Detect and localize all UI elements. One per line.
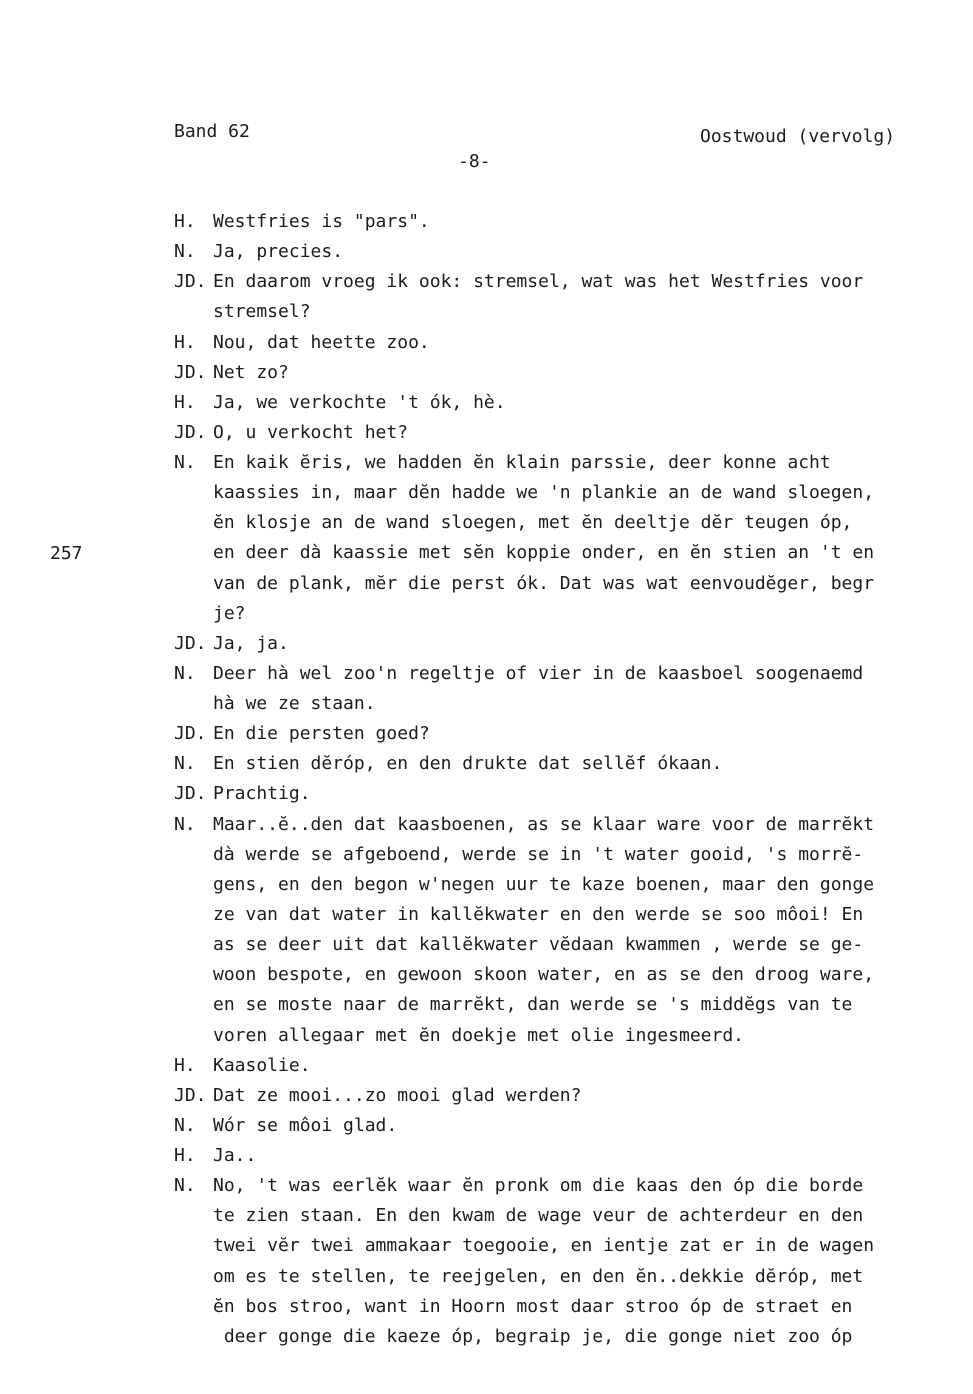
speaker-label: JD. — [174, 422, 207, 443]
transcript-line: O, u verkocht het? — [213, 422, 409, 443]
transcript-line: van de plank, mĕr die perst ók. Dat was wat eenvoudĕger, begr — [213, 573, 875, 594]
speaker-label: N. — [174, 814, 207, 835]
band-label: Band 62 — [174, 121, 250, 142]
transcript-line: Ja.. — [213, 1145, 257, 1166]
transcript-line: hà we ze staan. — [213, 693, 376, 714]
transcript-line: Ja, precies. — [213, 241, 344, 262]
transcript-line: Prachtig. — [213, 783, 311, 804]
margin-number: 257 — [50, 543, 83, 564]
transcript-line: Net zo? — [213, 362, 289, 383]
transcript-line: Ja, we verkochte 't ók, hè. — [213, 392, 506, 413]
speaker-label: JD. — [174, 783, 207, 804]
transcript-line: voren allegaar met ĕn doekje met olie ingesmeerd. — [213, 1025, 745, 1046]
speaker-label: H. — [174, 332, 207, 353]
transcript-line: dà werde se afgeboend, werde se in 't water gooid, 's morrĕ- — [213, 844, 864, 865]
transcript-line: Maar..ĕ..den dat kaasboenen, as se klaar ware voor de marrĕkt — [213, 814, 875, 835]
transcript-line: Dat ze mooi...zo mooi glad werden? — [213, 1085, 582, 1106]
transcript-line: Ja, ja. — [213, 633, 289, 654]
transcript-line: En die persten goed? — [213, 723, 430, 744]
transcript-line: om es te stellen, te reejgelen, en den ĕn..dekkie dĕróp, met — [213, 1266, 864, 1287]
transcript-line: te zien staan. En den kwam de wage veur de achterdeur en den — [213, 1205, 864, 1226]
transcript-line: Deer hà wel zoo'n regeltje of vier in de kaasboel soogenaemd — [213, 663, 864, 684]
transcript-line: en deer dà kaassie met sĕn koppie onder, en ĕn stien an 't en — [213, 542, 875, 563]
speaker-label: N. — [174, 452, 207, 473]
speaker-label: H. — [174, 392, 207, 413]
speaker-label: JD. — [174, 633, 207, 654]
speaker-label: N. — [174, 1115, 207, 1136]
transcript-line: En daarom vroeg ik ook: stremsel, wat was het Westfries voor — [213, 271, 864, 292]
speaker-label: N. — [174, 663, 207, 684]
speaker-label: JD. — [174, 723, 207, 744]
transcript-line: Nou, dat heette zoo. — [213, 332, 430, 353]
speaker-label: H. — [174, 1145, 207, 1166]
speaker-label: JD. — [174, 271, 207, 292]
location-title: Oostwoud (vervolg) — [700, 126, 896, 147]
transcript-line: woon bespote, en gewoon skoon water, en as se den droog ware, — [213, 964, 875, 985]
speaker-label: N. — [174, 241, 207, 262]
transcript-line: Westfries is "pars". — [213, 211, 430, 232]
transcript-line: en se moste naar de marrĕkt, dan werde se 's middĕgs van te — [213, 994, 853, 1015]
transcript-line: En kaik ĕris, we hadden ĕn klain parssie, deer konne acht — [213, 452, 831, 473]
speaker-label: H. — [174, 1055, 207, 1076]
transcript-line: No, 't was eerlĕk waar ĕn pronk om die kaas den óp die borde — [213, 1175, 864, 1196]
speaker-label: N. — [174, 753, 207, 774]
transcript-line: kaassies in, maar dĕn hadde we 'n plankie an de wand sloegen, — [213, 482, 875, 503]
transcript-line: ze van dat water in kallĕkwater en den werde se soo môoi! En — [213, 904, 864, 925]
speaker-label: JD. — [174, 362, 207, 383]
transcript-line: ĕn klosje an de wand sloegen, met ĕn deeltje dĕr teugen óp, — [213, 512, 853, 533]
speaker-label: H. — [174, 211, 207, 232]
transcript-line: je? — [213, 603, 246, 624]
transcript-line: Kaasolie. — [213, 1055, 311, 1076]
transcript-line: as se deer uit dat kallĕkwater vĕdaan kwammen , werde se ge- — [213, 934, 864, 955]
transcript-line: ĕn bos stroo, want in Hoorn most daar stroo óp de straet en — [213, 1296, 853, 1317]
speaker-label: JD. — [174, 1085, 207, 1106]
transcript-line: gens, en den begon w'negen uur te kaze boenen, maar den gonge — [213, 874, 875, 895]
page-number: -8- — [458, 151, 491, 172]
transcript-line: stremsel? — [213, 301, 311, 322]
transcript-line: twei vĕr twei ammakaar toegooie, en ientje zat er in de wagen — [213, 1235, 875, 1256]
transcript-line: deer gonge die kaeze óp, begraip je, die gonge niet zoo óp — [213, 1326, 853, 1347]
transcript-line: Wór se môoi glad. — [213, 1115, 398, 1136]
transcript-line: En stien dĕróp, en den drukte dat sellĕf ókaan. — [213, 753, 723, 774]
speaker-label: N. — [174, 1175, 207, 1196]
